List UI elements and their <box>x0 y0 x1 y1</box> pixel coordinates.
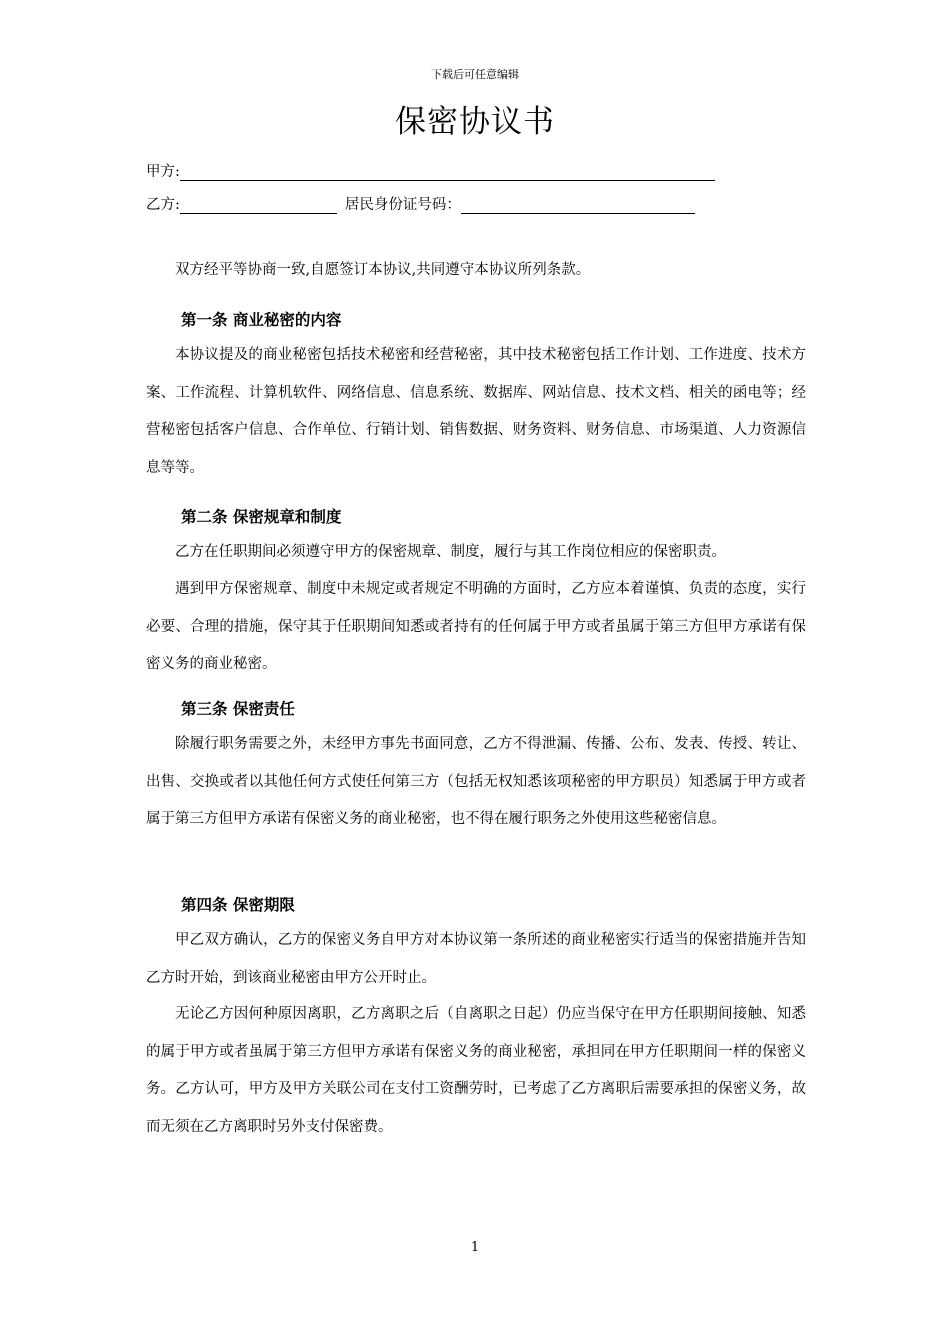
party-b-row <box>146 193 695 214</box>
party-a-label: 甲方: <box>146 164 180 180</box>
section-2-heading: 第二条 保密规章和制度 <box>181 508 342 526</box>
party-b-field[interactable] <box>180 197 337 214</box>
party-a-row <box>146 160 715 181</box>
section-4-paragraph-2: 无论乙方因何种原因离职，乙方离职之后（自离职之日起）仍应当保守在甲方任职期间接触、知悉的属于甲方或者虽属于第三方但甲方承诺有保密义务的商业秘密，承担同在甲方任职期间一样的保密义务。乙方认可，甲方及甲方关联公司在支付工资酬劳时，已考虑了乙方离职后需要承担的保密义务，故而无须在乙方离职时另外支付保密费。 <box>146 1006 806 1135</box>
section-2-paragraph-2: 遇到甲方保密规章、制度中未规定或者规定不明确的方面时，乙方应本着谨慎、负责的态度，实行必要、合理的措施，保守其于任职期间知悉或者持有的任何属于甲方或者虽属于第三方但甲方承诺有保密义务的商业秘密。 <box>146 581 806 672</box>
page-number: 1 <box>470 1240 480 1255</box>
section-2-paragraph-1: 乙方在任职期间必须遵守甲方的保密规章、制度，履行与其工作岗位相应的保密职责。 <box>175 544 726 560</box>
section-4-heading: 第四条 保密期限 <box>181 896 295 914</box>
document-title: 保密协议书 <box>395 104 555 140</box>
party-b-label: 乙方: <box>146 197 180 213</box>
section-1-paragraph-1: 本协议提及的商业秘密包括技术秘密和经营秘密，其中技术秘密包括工作计划、工作进度、技术方案、工作流程、计算机软件、网络信息、信息系统、数据库、网站信息、技术文档、相关的函电等；经营秘密包括客户信息、合作单位、行销计划、销售数据、财务资料、财务信息、市场渠道、人力资源信息等等。 <box>146 347 806 476</box>
header-note: 下载后可任意编辑 <box>431 68 519 81</box>
section-4-paragraph-1: 甲乙双方确认，乙方的保密义务自甲方对本协议第一条所述的商业秘密实行适当的保密措施并告知乙方时开始，到该商业秘密由甲方公开时止。 <box>146 932 806 986</box>
id-number-label: 居民身份证号码： <box>344 197 461 213</box>
party-a-field[interactable] <box>180 164 715 181</box>
section-1-heading: 第一条 商业秘密的内容 <box>181 311 342 329</box>
section-3-heading: 第三条 保密责任 <box>181 700 295 718</box>
id-number-field[interactable] <box>461 197 695 214</box>
section-3-paragraph-1: 除履行职务需要之外，未经甲方事先书面同意，乙方不得泄漏、传播、公布、发表、传授、转让、出售、交换或者以其他任何方式使任何第三方（包括无权知悉该项秘密的甲方职员）知悉属于甲方或者属于第三方但甲方承诺有保密义务的商业秘密，也不得在履行职务之外使用这些秘密信息。 <box>146 736 806 827</box>
intro-paragraph: 双方经平等协商一致,自愿签订本协议,共同遵守本协议所列条款。 <box>175 262 591 278</box>
